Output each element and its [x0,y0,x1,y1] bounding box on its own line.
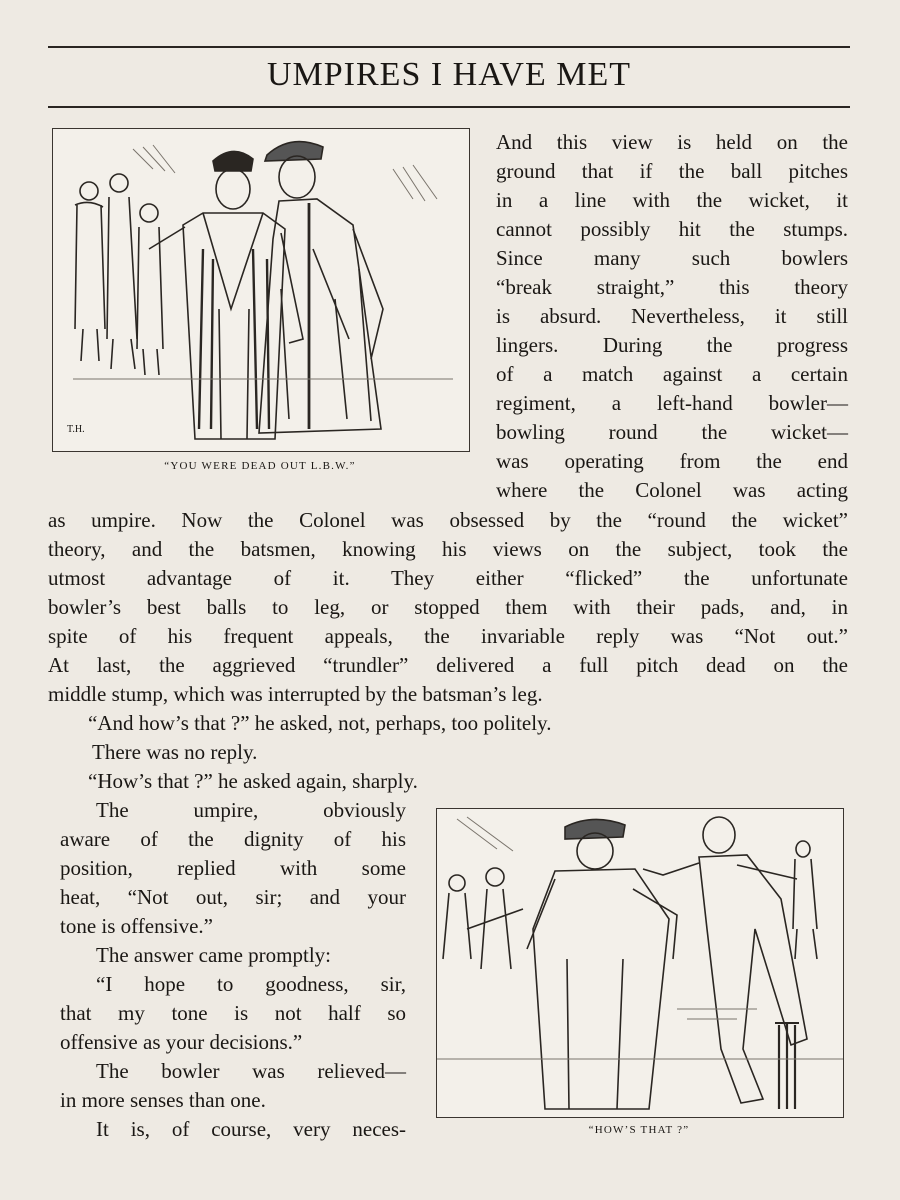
text-line: bowler’s best balls to leg, or stopped them with their pads, and, in [48,595,848,619]
text-line: “And how’s that ?” he asked, not, perhaps, too politely. [88,711,552,735]
text-line: heat, “Not out, sir; and your [60,885,406,909]
text-line: that my tone is not half so [60,1001,406,1025]
text-line: At last, the aggrieved “trundler” delivered a full pitch dead on the [48,653,848,677]
text-line: was operating from the end [496,449,848,473]
illustration-bowler-appeal [436,808,844,1118]
text-line: is absurd. Nevertheless, it still [496,304,848,328]
text-line: There was no reply. [92,740,258,764]
text-line: The bowler was relieved— [96,1059,406,1083]
text-line: “How’s that ?” he asked again, sharply. [88,769,418,793]
text-line: regiment, a left-hand bowler— [496,391,848,415]
text-line: And this view is held on the [496,130,848,154]
text-line: cannot possibly hit the stumps. [496,217,848,241]
figure-caption: “YOU WERE DEAD OUT L.B.W.” [164,460,356,472]
text-line: “break straight,” this theory [496,275,848,299]
text-line: in a line with the wicket, it [496,188,848,212]
text-line: aware of the dignity of his [60,827,406,851]
text-line: “I hope to goodness, sir, [96,972,406,996]
text-line: tone is offensive.” [60,914,213,938]
text-line: of a match against a certain [496,362,848,386]
text-line: The answer came promptly: [96,943,331,967]
text-line: utmost advantage of it. They either “flicked” the unfortunate [48,566,848,590]
text-line: in more senses than one. [60,1088,266,1112]
text-line: where the Colonel was acting [496,478,848,502]
text-line: bowling round the wicket— [496,420,848,444]
illustration-umpire-and-batsman [52,128,470,452]
text-line: as umpire. Now the Colonel was obsessed by the “round the wicket” [48,508,848,532]
text-line: position, replied with some [60,856,406,880]
illustration-signature: T.H. [67,424,85,435]
text-line: spite of his frequent appeals, the invariable reply was “Not out.” [48,624,848,648]
header-rule-top [48,46,850,48]
text-line: middle stump, which was interrupted by the batsman’s leg. [48,682,543,706]
text-line: The umpire, obviously [96,798,406,822]
text-line: offensive as your decisions.” [60,1030,303,1054]
figure-caption-2: “HOW’S THAT ?” [588,1124,690,1136]
text-line: ground that if the ball pitches [496,159,848,183]
text-line: theory, and the batsmen, knowing his views on the subject, took the [48,537,848,561]
text-line: lingers. During the progress [496,333,848,357]
text-line: Since many such bowlers [496,246,848,270]
header-rule-bottom [48,106,850,108]
page-title: UMPIRES I HAVE MET [266,56,631,93]
text-line: It is, of course, very neces- [96,1117,406,1141]
